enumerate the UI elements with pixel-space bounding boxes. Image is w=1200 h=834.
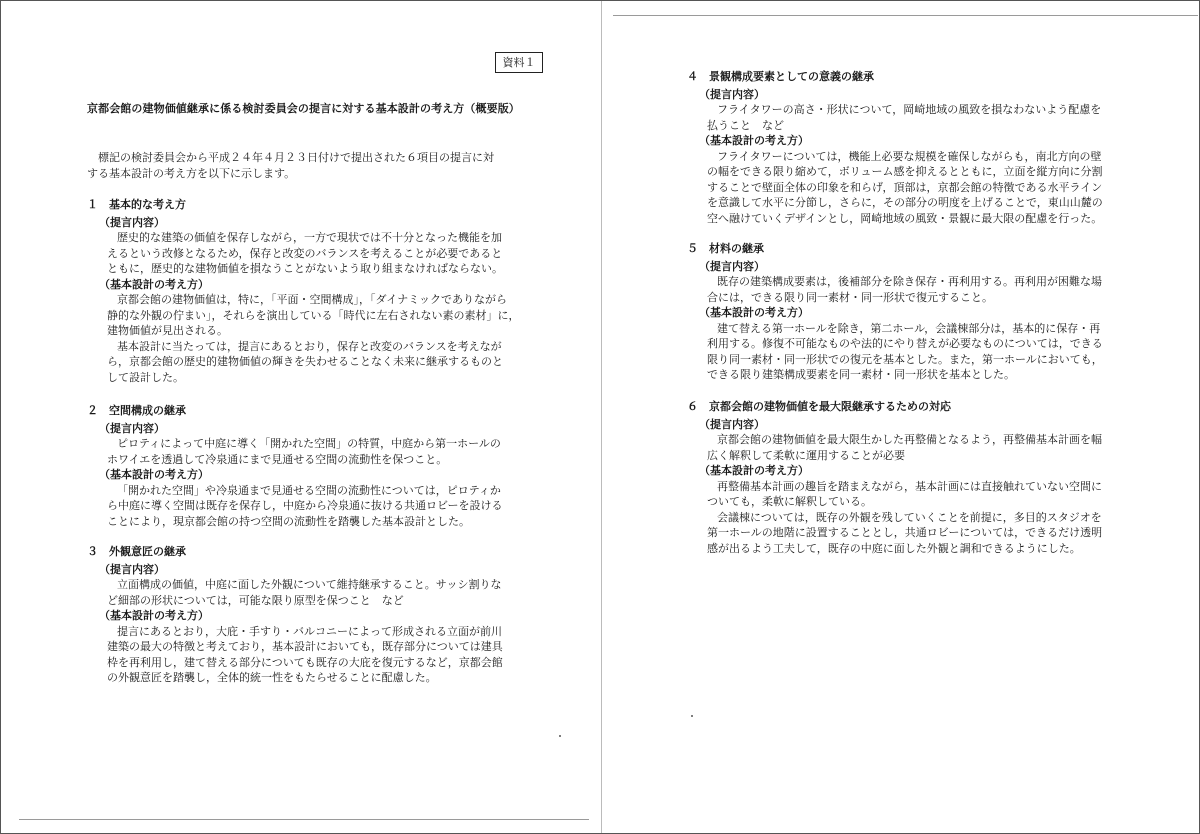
design-line: ら，京都会館の歴史的建物価値の輝きを失わせることなく未来に継承するものと [107, 355, 503, 368]
proposal-label: （提言内容） [699, 87, 765, 101]
proposal-label: （提言内容） [699, 259, 765, 273]
design-line: 再整備基本計画の趣旨を踏まえながら，基本計画には直接触れていない空間に [717, 479, 1102, 493]
proposal-line: 広く解釈して柔軟に運用することが必要 [707, 448, 905, 462]
design-line: 建て替える第一ホールを除き，第二ホール，会議棟部分は，基本的に保存・再 [717, 321, 1101, 335]
design-line: することで壁面全体の印象を和らげ，頂部は，京都会館の特徴である水平ライン [707, 180, 1103, 194]
intro-paragraph [87, 150, 547, 181]
material-badge: 資料１ [495, 52, 543, 73]
design-line: 利用する。修復不可能なものや法的にやり替えが必要なものについては，できる [707, 337, 1103, 350]
proposal-line: 歴史的な建築の価値を保存しながら，一方で現状では不十分となった機能を加 [117, 231, 502, 244]
design-line: 静的な外観の佇まい」，それらを演出している「時代に左右されない素の素材」に， [107, 308, 520, 322]
scan-speck [559, 735, 561, 737]
design-line: フライタワーについては，機能上必要な規模を確保しながらも，南北方向の壁 [717, 149, 1102, 163]
design-line: ついても，柔軟に解釈している。 [707, 495, 872, 508]
proposal-label: （提言内容） [699, 417, 765, 431]
design-line: 第一ホールの地階に設置することとし，共通ロビーについては，できるだけ透明 [707, 526, 1103, 539]
design-line: 空へ融けていくデザインとし，岡崎地域の風致・景観に最大限の配慮を行った。 [707, 211, 1103, 225]
proposal-line: ホワイエを透過して冷泉通にまで見通せる空間の流動性を保つこと。 [107, 452, 448, 466]
section-1 [87, 197, 557, 385]
section-heading: ５ 材料の継承 [687, 242, 764, 255]
intro-line: する基本設計の考え方を以下に示します。 [87, 166, 296, 180]
section-heading: ３ 外観意匠の継承 [87, 545, 186, 558]
design-line: 感が出るよう工夫して，既存の中庭に面した外観と調和できるようにした。 [707, 541, 1081, 555]
proposal-line: ピロティによって中庭に導く「開かれた空間」の特質，中庭から第一ホールの [117, 437, 501, 450]
section-heading: ４ 景観構成要素としての意義の継承 [687, 70, 874, 83]
proposal-label: （提言内容） [99, 421, 165, 435]
section-heading: １ 基本的な考え方 [87, 198, 186, 211]
design-line: を意識して水平に分節し，さらに，その部分の明度を上げることで，東山山麓の [707, 196, 1103, 209]
design-line: 京都会館の建物価値は，特に，「平面・空間構成」，「ダイナミックでありながら [117, 293, 508, 306]
design-line: 基本設計に当たっては，提言にあるとおり，保存と改変のバランスを考えなが [117, 339, 502, 353]
design-line: の幅をできる限り縮めて，ボリューム感を抑えるとともに，立面を縦方向に分割 [707, 165, 1103, 178]
section-6 [687, 399, 1157, 556]
proposal-line: 既存の建築構成要素は，後補部分を除き保存・再利用する。再利用が困難な場 [717, 275, 1102, 288]
section-5 [687, 241, 1157, 383]
proposal-line: フライタワーの高さ・形状について，岡崎地域の風致を損なわないよう配慮を [717, 103, 1102, 116]
design-line: できる限り建築構成要素を同一素材・同一形状を基本とした。 [707, 368, 1015, 381]
design-line: の外観意匠を踏襲し，全体的統一性をもたらせることに配慮した。 [107, 671, 437, 684]
section-heading: ２ 空間構成の継承 [87, 404, 186, 417]
document-title: 京都会館の建物価値継承に係る検討委員会の提言に対する基本設計の考え方（概要版） [87, 102, 520, 115]
design-label: （基本設計の考え方） [699, 464, 809, 477]
design-line: 枠を再利用し，建て替える部分についても既存の大庇を復元するなど，京都会館 [107, 655, 503, 669]
proposal-line: 合には，できる限り同一素材・同一形状で復元すること。 [707, 290, 993, 304]
proposal-label: （提言内容） [99, 562, 165, 576]
section-4 [687, 69, 1157, 226]
section-heading: ６ 京都会館の建物価値を最大限継承するための対応 [687, 400, 951, 413]
design-label: （基本設計の考え方） [99, 468, 209, 481]
proposal-line: 立面構成の価値，中庭に面した外観について維持継承すること。サッシ割りな [117, 578, 502, 591]
design-line: 限り同一素材・同一形状での復元を基本とした。また，第一ホールにおいても， [707, 352, 1103, 366]
proposal-line: 京都会館の建物価値を最大限生かした再整備となるよう，再整備基本計画を幅 [717, 433, 1102, 446]
design-line: 会議棟については，既存の外観を残していくことを前提に，多目的スタジオを [717, 510, 1102, 524]
section-2 [87, 403, 557, 529]
design-label: （基本設計の考え方） [699, 134, 809, 147]
design-line: 建物価値が見出される。 [107, 324, 228, 337]
design-line: ことにより，現京都会館の持つ空間の流動性を踏襲した基本設計とした。 [107, 514, 470, 528]
design-line: して設計した。 [107, 370, 184, 384]
design-label: （基本設計の考え方） [99, 277, 209, 291]
design-line: 「開かれた空間」や冷泉通まで見通せる空間の流動性については，ピロティか [117, 483, 501, 497]
design-line: ら中庭に導く空間は既存を保存し，中庭から冷泉通に抜ける共通ロビーを設ける [107, 499, 503, 512]
proposal-label: （提言内容） [99, 215, 165, 229]
proposal-line: 払うこと など [707, 118, 784, 132]
section-3 [87, 544, 557, 686]
intro-line: 標記の検討委員会から平成２４年４月２３日付けで提出された６項目の提言に対 [98, 151, 494, 164]
scan-speck [691, 715, 693, 717]
proposal-line: えるという改修となるため，保存と改変のバランスを考えることが必要であると [107, 246, 503, 260]
page-left [1, 1, 601, 833]
design-label: （基本設計の考え方） [699, 306, 809, 319]
proposal-line: ともに，歴史的な建物価値を損なうことがないよう取り組まなければならない。 [107, 262, 503, 275]
proposal-line: ど細部の形状については，可能な限り原型を保つこと など [107, 593, 404, 607]
design-label: （基本設計の考え方） [99, 609, 209, 622]
design-line: 建築の最大の特徴と考えており，基本設計においても，既存部分については建具 [107, 640, 503, 653]
design-line: 提言にあるとおり，大庇・手すり・バルコニーによって形成される立面が前川 [117, 624, 502, 638]
